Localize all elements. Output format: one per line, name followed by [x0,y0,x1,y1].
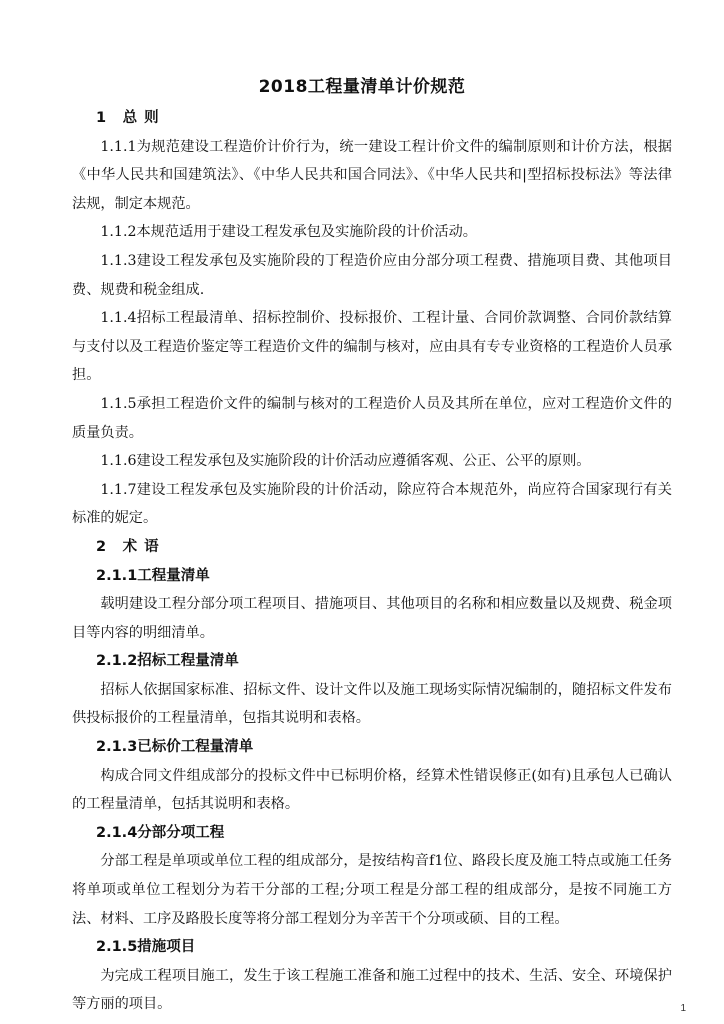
document-title: 2018工程量清单计价规范 [258,77,466,97]
term-heading-2-1-1: 2.1.1工程量清单 [96,567,210,584]
clause-1-1-1: 1.1.1为规范建设工程造价计价行为，统一建设工程计价文件的编制原则和计价方法，根据《中华人民共和国建筑法》、《中华人民共和国合同法》、《中华人民共和|型招标投标法》等法律法规，制定本规范。 [72,138,672,212]
clause-1-1-7: 1.1.7建设工程发承包及实施阶段的计价活动，除应符合本规范外，尚应符合国家现行有关标准的妮定。 [72,481,672,527]
clause-1-1-4: 1.1.4招标工程最清单、招标控制价、投标报价、工程计量、合同价款调整、合同价款结算与支付以及工程造价鉴定等工程造价文件的编制与核对，应由具有专专业资格的工程造价人员承担。 [72,310,672,384]
clause-1-1-2: 1.1.2本规范适用于建设工程发承包及实施阶段的计价活动。 [100,224,477,241]
term-heading-2-1-5: 2.1.5措施项目 [96,939,196,956]
section-heading-general: 1 总 则 [96,110,160,126]
term-definition-2-1-4: 分部工程是单项或单位工程的组成部分，是按结构音f1位、路段长度及施工特点或施工任务将单项或单位工程划分为若干分部的工程;分项工程是分部工程的组成部分，是按不同施工方法、材料、工序及路股长度等将分部工程划分为辛苦干个分项或硕、目的工程。 [72,853,672,927]
clause-1-1-3: 1.1.3建设工程发承包及实施阶段的丁程造价应由分部分项工程费、措施项目费、其他项目费、规费和税金组成. [72,252,672,298]
term-heading-2-1-2: 2.1.2招标工程量清单 [96,653,239,670]
clause-1-1-5: 1.1.5承担工程造价文件的编制与核对的工程造价人员及其所在单位，应对工程造价文件的质量负责。 [72,395,672,441]
page-number: 1 [680,1003,686,1014]
clause-1-1-6: 1.1.6建设工程发承包及实施阶段的计价活动应遵循客观、公正、公平的原则。 [100,453,591,470]
term-definition-2-1-5: 为完成工程项目施工，发生于该工程施工准备和施工过程中的技术、生活、安全、环境保护等方丽的项目。 [72,967,672,1013]
term-definition-2-1-1: 载明建设工程分部分项工程项目、措施项目、其他项目的名称和相应数量以及规费、税金项目等内容的明细清单。 [72,596,672,641]
document-body [72,104,672,1019]
term-definition-2-1-3: 构成合同文件组成部分的投标文件中已标明价格，经算术性错误修正(如有)且承包人已确认的工程量清单，包括其说明和表格。 [72,767,672,813]
term-definition-2-1-2: 招标人依据国家标准、招标文件、设计文件以及施工现场实际情况编制的，随招标文件发布供投标报价的工程量清单，包指其说明和表格。 [72,681,672,727]
section-heading-terms: 2 术 语 [96,538,160,555]
term-heading-2-1-4: 2.1.4分部分项工程 [96,824,225,841]
term-heading-2-1-3: 2.1.3已标价工程量清单 [96,739,254,756]
